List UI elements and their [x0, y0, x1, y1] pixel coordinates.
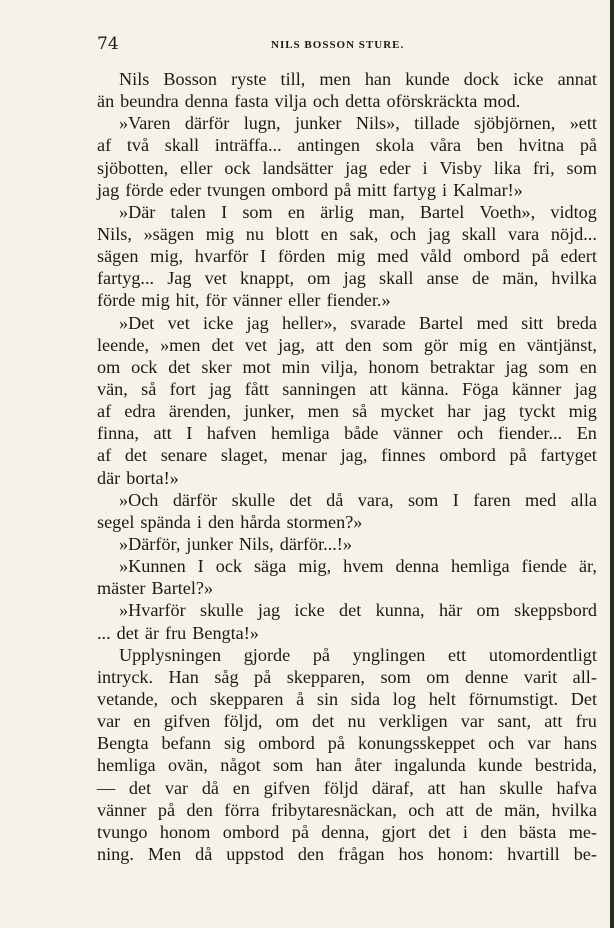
- page-number: 74: [97, 34, 119, 54]
- text-line: jag förde eder tvungen ombord på mitt fartyg i Kalmar!»: [97, 179, 523, 200]
- text-line: leende, »men det vet jag, att den som gör mig en väntjänst,: [97, 334, 597, 355]
- text-line: än beundra denna fasta vilja och detta oförskräckta mod.: [97, 91, 521, 112]
- text-line: mäster Bartel?»: [97, 578, 214, 599]
- text-line: där borta!»: [97, 467, 179, 488]
- text-line: »Och därför skulle det då vara, som I faren med alla: [119, 489, 597, 510]
- running-head: NILS BOSSON STURE.: [271, 39, 405, 51]
- text-line: »Därför, junker Nils, därför...!»: [119, 533, 352, 554]
- text-line: »Varen därför lugn, junker Nils», tillade sjöbjörnen, »ett: [119, 113, 597, 134]
- page-header: [97, 34, 597, 58]
- text-line: af det senare slaget, menar jag, finnes ombord på fartyget: [97, 445, 597, 466]
- text-line: vän, så fort jag fått sanningen att känna. Föga känner jag: [97, 378, 597, 399]
- text-line: vetande, och skepparen å sin sida log helt förnumstigt. Det: [97, 688, 597, 709]
- text-line: af två skall inträffa... antingen skola våra ben hvitna på: [97, 135, 597, 156]
- text-line: — det var då en gifven följd däraf, att han skulle hafva: [97, 777, 597, 798]
- text-line: Nils, »sägen mig nu blott en sak, och jag skall vara nöjd...: [97, 223, 597, 244]
- text-line: Upplysningen gjorde på ynglingen ett utomordentligt: [119, 644, 597, 665]
- text-line: vänner på den förra fribytaresnäckan, och att de män, hvilka: [97, 799, 597, 820]
- text-line: »Det vet icke jag heller», svarade Bartel med sitt breda: [119, 312, 597, 333]
- text-line: af edra ärenden, junker, men så mycket har jag tyckt mig: [97, 401, 597, 422]
- text-line: »Hvarför skulle jag icke det kunna, här om skeppsbord: [119, 600, 597, 621]
- text-line: »Där talen I som en ärlig man, Bartel Voeth», vidtog: [119, 201, 597, 222]
- text-line: förde mig hit, för vänner eller fiender.»: [97, 290, 391, 311]
- text-line: ... det är fru Bengta!»: [97, 622, 259, 643]
- body-text: [97, 68, 597, 865]
- page-edge: [610, 0, 614, 928]
- text-line: sjöbotten, eller ock landsätter jag eder i Visby lika fri, som: [97, 157, 597, 178]
- text-line: ning. Men då uppstod den frågan hos honom: hvartill be-: [97, 843, 597, 864]
- text-line: fartyg... Jag vet knappt, om jag skall anse de män, hvilka: [97, 268, 597, 289]
- text-line: finna, att I hafven hemliga både vänner och fiender... En: [97, 423, 597, 444]
- text-line: Bengta befann sig ombord på konungsskeppet och var hans: [97, 733, 597, 754]
- text-line: segel spända i den hårda stormen?»: [97, 511, 363, 532]
- text-line: hemliga ovän, något som han åter ingalunda kunde bestrida,: [97, 755, 597, 776]
- text-line: »Kunnen I ock säga mig, hvem denna hemliga fiende är,: [119, 556, 597, 577]
- text-line: var en gifven följd, om det nu verkligen var sant, att fru: [97, 711, 597, 732]
- text-line: tvungo honom ombord på denna, gjort det i den bästa me-: [97, 821, 597, 842]
- text-line: om ock det sker mot min vilja, honom betraktar jag som en: [97, 356, 597, 377]
- text-line: Nils Bosson ryste till, men han kunde dock icke annat: [119, 69, 597, 89]
- text-line: intryck. Han såg på skepparen, som om denne varit all-: [97, 666, 597, 687]
- text-line: sägen mig, hvarför I förden mig med våld ombord på edert: [97, 246, 597, 267]
